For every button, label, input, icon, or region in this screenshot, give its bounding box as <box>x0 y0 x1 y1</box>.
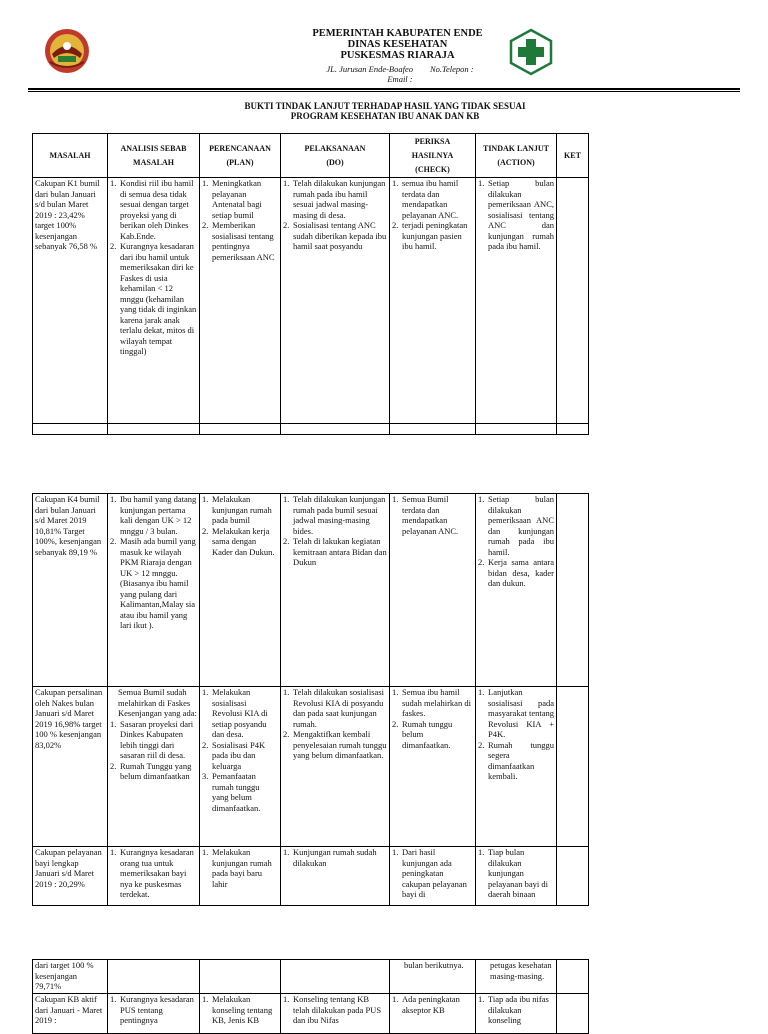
cell-action <box>476 687 557 847</box>
analisis-list <box>110 994 197 1026</box>
list-item <box>110 178 197 241</box>
list-item-number: 3. <box>202 771 209 781</box>
plan-list <box>202 994 278 1026</box>
list-item-number: 2. <box>202 739 209 750</box>
list-item-number: 1. <box>392 687 399 697</box>
list-item-text: Dari hasil kunjungan ada peningkatan cakupan pelayanan bayi di <box>402 847 467 899</box>
cell-check <box>390 960 476 994</box>
cell-masalah <box>33 178 108 424</box>
do-list <box>283 994 387 1026</box>
email-line: Email : <box>387 74 413 84</box>
list-item <box>478 740 554 782</box>
list-item <box>202 494 278 526</box>
list-item <box>478 494 554 557</box>
header-rule-thin <box>28 91 740 92</box>
list-item <box>202 220 278 262</box>
col-do-line2: (DO) <box>326 157 344 167</box>
cell-do <box>281 960 390 994</box>
list-item-number: 1. <box>478 687 485 697</box>
masalah-text: Cakupan KB aktif dari Januari - Maret 2019 : <box>35 994 103 1025</box>
list-item-text: Rumah tunggu segera dimanfaatkan kembali. <box>488 739 554 781</box>
col-plan-line2: (PLAN) <box>226 157 254 167</box>
action-continued: petugas kesehatan masing-masing. <box>490 960 552 981</box>
list-item <box>202 526 278 558</box>
list-item <box>283 847 387 868</box>
list-item-number: 2. <box>283 220 290 230</box>
list-item <box>110 994 197 1026</box>
check-list <box>392 847 473 900</box>
list-item-text: Melakukan kerja sama dengan Kader dan Dukun. <box>212 525 275 557</box>
list-item-text: Melakukan sosialisasi Revolusi KIA di setiap posyandu dan desa. <box>212 687 268 739</box>
clinic-line: PUSKESMAS RIARAJA <box>340 50 455 61</box>
list-item-text: Telah di lakukan kegiatan kemitraan antara Bidan dan Dukun <box>293 536 387 567</box>
list-item-number: 2. <box>283 729 290 739</box>
list-item <box>478 178 554 252</box>
action-list <box>478 494 554 589</box>
list-item-text: Sosialisasi tentang ANC sudah diberikan kepada ibu hamil saat posyandu <box>293 220 387 251</box>
analisis-list <box>110 719 197 782</box>
list-item-number: 1. <box>478 494 485 504</box>
empty-cell <box>108 424 200 435</box>
list-item <box>478 847 554 900</box>
col-plan <box>200 134 281 178</box>
list-item-text: Melakukan konseling tentang KB, Jenis KB <box>212 994 273 1025</box>
cell-do <box>281 847 390 906</box>
masalah-text: Cakupan pelayanan bayi lengkap Januari s/d Maret 2019 : 20,29% <box>35 847 102 889</box>
list-item-text: Pemanfaatan rumah tunggu yang belum dimanfaatkan. <box>212 771 261 813</box>
list-item <box>478 557 554 589</box>
list-item-number: 2. <box>110 536 117 546</box>
list-item-text: Kerja sama antara bidan desa, kader dan dukun. <box>488 557 554 588</box>
list-item-text: Meningkatkan pelayanan Antenatal bagi setiap bumil <box>212 178 262 220</box>
list-item-number: 1. <box>478 994 485 1004</box>
title-line-1: BUKTI TINDAK LANJUT TERHADAP HASIL YANG TIDAK SESUAI <box>244 101 526 111</box>
followup-table-page1 <box>32 133 589 435</box>
list-item-number: 1. <box>202 847 209 857</box>
cell-ket <box>557 960 589 994</box>
list-item-text: Lanjutkan sosialisasi pada masyarakat tentang Revolusi KIA + P4K. <box>488 687 554 739</box>
list-item <box>392 847 473 900</box>
list-item-text: Tiap ada ibu nifas dilakukan konseling <box>488 994 549 1025</box>
list-item-number: 2. <box>110 760 117 771</box>
cell-action <box>476 960 557 994</box>
do-list <box>283 847 387 868</box>
cell-analisis <box>108 494 200 687</box>
document-title <box>150 101 620 121</box>
list-item-number: 1. <box>478 178 485 188</box>
check-list <box>392 178 473 252</box>
plan-list <box>202 687 278 813</box>
followup-table-page3 <box>32 959 589 1034</box>
list-item-text: Telah dilakukan sosialisasi Revolusi KIA di posyandu dan pada saat kunjungan rumah. <box>293 687 384 729</box>
list-item <box>110 761 197 782</box>
list-item-number: 1. <box>283 847 290 857</box>
cell-masalah <box>33 994 108 1034</box>
list-item-text: Ibu hamil yang datang kunjungan pertama kali dengan UK > 12 mnggu / 3 bulan. <box>120 494 197 536</box>
list-item-text: Kunjungan rumah sudah dilakukan <box>293 847 377 868</box>
table-row <box>33 847 589 906</box>
list-item-number: 1. <box>283 494 290 504</box>
list-item-number: 1. <box>110 178 117 188</box>
list-item <box>283 494 387 536</box>
col-analisis-line2: MASALAH <box>133 157 174 167</box>
cell-action <box>476 994 557 1034</box>
list-item-text: Sasaran proyeksi dari Dinkes Kabupaten lebih tinggi dari sasaran riil di desa. <box>120 718 194 760</box>
address-line: JL. Jurusan Ende-Boafeo No.Telepon : <box>326 64 474 74</box>
cell-masalah <box>33 494 108 687</box>
cell-do <box>281 178 390 424</box>
cell-ket <box>557 178 589 424</box>
cell-analisis <box>108 994 200 1034</box>
list-item-text: Telah dilakukan kunjungan rumah pada ibu hamil sesuai jadwal masing-masing di desa. <box>293 178 386 220</box>
action-list <box>478 847 554 900</box>
cell-do <box>281 994 390 1034</box>
cell-action <box>476 178 557 424</box>
list-item-number: 2. <box>110 241 117 251</box>
list-item <box>392 994 473 1015</box>
cell-plan <box>200 960 281 994</box>
list-item-number: 1. <box>202 494 209 504</box>
address-block <box>300 64 500 84</box>
list-item <box>110 494 197 536</box>
cell-ket <box>557 994 589 1034</box>
list-item-number: 1. <box>202 994 209 1004</box>
cell-plan <box>200 178 281 424</box>
list-item <box>478 687 554 740</box>
government-line: PEMERINTAH KABUPATEN ENDE <box>312 28 483 39</box>
list-item <box>202 687 278 740</box>
letterhead <box>0 0 768 95</box>
col-analisis-line1: ANALISIS SEBAB <box>120 143 187 153</box>
cell-plan <box>200 494 281 687</box>
col-action <box>476 134 557 178</box>
list-item <box>392 719 473 751</box>
masalah-text: Cakupan K1 bumil dari bulan Januari s/d bulan Maret 2019 : 23,42% target 100% kesenjangan sebanyak 76,58 % <box>35 178 100 251</box>
list-item <box>202 847 278 889</box>
list-item-number: 2. <box>392 220 399 230</box>
table-row-empty <box>33 424 589 435</box>
col-check-line1: PERIKSA <box>414 136 451 146</box>
list-item <box>283 687 387 729</box>
cell-do <box>281 494 390 687</box>
empty-cell <box>33 424 108 435</box>
col-masalah: MASALAH <box>33 134 108 178</box>
list-item <box>283 178 387 220</box>
action-list <box>478 994 554 1026</box>
analisis-list <box>110 178 197 357</box>
cell-action <box>476 847 557 906</box>
list-item-number: 2. <box>202 525 209 536</box>
list-item-text: Semua ibu hamil sudah melahirkan di faskes. <box>402 687 471 718</box>
plan-list <box>202 847 278 889</box>
cell-action <box>476 494 557 687</box>
list-item-text: Ada peningkatan akseptor KB <box>402 994 460 1015</box>
list-item-number: 1. <box>392 178 399 188</box>
list-item-number: 1. <box>478 847 485 857</box>
list-item <box>110 241 197 357</box>
list-item <box>110 719 197 761</box>
puskesmas-cross-icon <box>509 28 553 76</box>
list-item-text: Kurangnya kesadaran orang tua untuk memeriksakan bayi nya ke puskesmas terdekat. <box>120 847 194 899</box>
list-item <box>110 536 197 631</box>
list-item-number: 1. <box>110 718 117 729</box>
list-item <box>202 994 278 1026</box>
list-item <box>392 220 473 252</box>
cell-masalah <box>33 687 108 847</box>
list-item-text: Rumah tunggu belum dimanfaatkan. <box>402 718 453 750</box>
list-item-text: Memberikan sosialisasi tentang pentingnya pemeriksaan ANC <box>212 220 275 262</box>
list-item-text: Telah dilakukan kunjungan rumah pada bumil sesuai jadwal masing-masing bides. <box>293 494 386 536</box>
list-item-number: 1. <box>110 994 117 1004</box>
masalah-text: Cakupan K4 bumil dari bulan Januari s/d Maret 2019 10,81% Target 100%, kesenjangan sebanyak 89,19 % <box>35 494 102 557</box>
empty-cell <box>200 424 281 435</box>
action-list <box>478 178 554 252</box>
cell-analisis <box>108 687 200 847</box>
table-row <box>33 994 589 1034</box>
do-list <box>283 494 387 568</box>
col-ket: KET <box>557 134 589 178</box>
list-item <box>202 771 278 813</box>
table-row <box>33 687 589 847</box>
col-analisis <box>108 134 200 178</box>
list-item-number: 1. <box>283 178 290 188</box>
list-item-number: 2. <box>478 557 485 567</box>
cell-ket <box>557 687 589 847</box>
list-item-number: 1. <box>392 494 399 504</box>
department-line: DINAS KESEHATAN <box>347 39 448 50</box>
list-item-number: 1. <box>283 687 290 697</box>
col-action-line1: TINDAK LANJUT <box>482 143 549 153</box>
check-list <box>392 687 473 750</box>
followup-table-page2 <box>32 493 589 906</box>
header-rule-thick <box>28 88 740 90</box>
plan-list <box>202 494 278 557</box>
cell-check <box>390 847 476 906</box>
list-item-text: Melakukan kunjungan rumah pada bumil <box>212 494 272 525</box>
list-item <box>202 178 278 220</box>
action-list <box>478 687 554 782</box>
list-item <box>392 494 473 536</box>
list-item-number: 1. <box>202 687 209 697</box>
list-item-text: Setiap bulan dilakukan pemeriksaan ANC dan kunjungan rumah pada ibu hamil. <box>488 494 554 557</box>
list-item-text: terjadi peningkatan kunjungan pasien ibu hamil. <box>402 220 468 251</box>
list-item <box>110 847 197 900</box>
empty-cell <box>557 424 589 435</box>
list-item-number: 1. <box>392 994 399 1004</box>
list-item-text: Konseling tentang KB telah dilakukan pada PUS dan ibu Nifas <box>293 994 382 1025</box>
col-do-line1: PELAKSANAAN <box>304 143 366 153</box>
check-list <box>392 494 473 536</box>
list-item <box>392 687 473 719</box>
cell-check <box>390 994 476 1034</box>
do-list <box>283 687 387 761</box>
cell-plan <box>200 994 281 1034</box>
table-row <box>33 960 589 994</box>
regency-crest-icon <box>44 28 90 74</box>
list-item <box>202 740 278 772</box>
title-line-2: PROGRAM KESEHATAN IBU ANAK DAN KB <box>290 111 480 121</box>
cell-do <box>281 687 390 847</box>
list-item-number: 2. <box>392 718 399 729</box>
cell-analisis <box>108 178 200 424</box>
table-row <box>33 494 589 687</box>
cell-analisis <box>108 847 200 906</box>
list-item-number: 1. <box>110 494 117 504</box>
list-item-text: Setiap bulan dilakukan pemeriksaan ANC, sosialisasi tentang ANC dan kunjungan rumah pada ibu hamil. <box>488 178 554 251</box>
empty-cell <box>281 424 390 435</box>
list-item-text: Mengaktifkan kembali penyelesaian rumah tunggu yang belum dimanfaatkan. <box>293 729 387 760</box>
list-item-number: 1. <box>392 847 399 857</box>
list-item-text: semua ibu hamil terdata dan mendapatkan pelayanan ANC. <box>402 178 459 220</box>
col-check <box>390 134 476 178</box>
list-item-number: 1. <box>283 994 290 1004</box>
check-continued: bulan berikutnya. <box>404 960 464 970</box>
analisis-list <box>110 494 197 631</box>
col-action-line2: (ACTION) <box>497 157 535 167</box>
list-item-text: Kurangnya kesadaran PUS tentang pentingnya <box>120 994 194 1025</box>
plan-list <box>202 178 278 262</box>
list-item <box>478 994 554 1026</box>
masalah-text: dari target 100 % kesenjangan 79,71% <box>35 960 94 991</box>
list-item <box>392 178 473 220</box>
list-item <box>283 994 387 1026</box>
analisis-intro: Semua Bumil sudah melahirkan di Faskes Kesenjangan yang ada: <box>118 687 197 718</box>
list-item-text: Melakukan kunjungan rumah pada bayi baru lahir <box>212 847 272 889</box>
list-item-number: 2. <box>478 739 485 750</box>
cell-plan <box>200 687 281 847</box>
empty-cell <box>390 424 476 435</box>
list-item-text: Semua Bumil terdata dan mendapatkan pelayanan ANC. <box>402 494 459 536</box>
cell-masalah <box>33 960 108 994</box>
cell-masalah <box>33 847 108 906</box>
table-row <box>33 178 589 424</box>
list-item-number: 2. <box>202 220 209 230</box>
cell-ket <box>557 494 589 687</box>
cell-check <box>390 687 476 847</box>
col-plan-line1: PERENCANAAN <box>209 143 271 153</box>
list-item-number: 1. <box>110 847 117 857</box>
check-list <box>392 994 473 1015</box>
list-item-text: Rumah Tunggu yang belum dimanfaatkan <box>120 760 192 781</box>
empty-cell <box>476 424 557 435</box>
list-item-text: Masih ada bumil yang masuk ke wilayah PKM Riaraja dengan UK > 12 mnggu. (Biasanya ibu hamil yang pulang dari Kalimantan,Malay sia atau ibu hamil yang lari ikut ). <box>120 536 196 630</box>
cell-analisis <box>108 960 200 994</box>
col-check-line2: HASILNYA <box>411 150 454 160</box>
list-item-number: 1. <box>202 178 209 188</box>
col-check-line3: (CHECK) <box>415 164 450 174</box>
list-item-text: Kurangnya kesadaran dari ibu hamil untuk memeriksakan diri ke Faskes di usia kehamilan < 12 mnggu (kehamilan yang tidak di inginkan karena jarak anak terlalu dekat, mitos di wilayah tempat tinggal) <box>120 241 197 356</box>
list-item-text: Tiap bulan dilakukan kunjungan pelayanan bayi di daerah binaan <box>488 847 548 899</box>
cell-ket <box>557 847 589 906</box>
masalah-text: Cakupan persalinan oleh Nakes bulan Januari s/d Maret 2019 16,98% target 100 % kesenjangan 83,02% <box>35 687 103 750</box>
do-list <box>283 178 387 252</box>
list-item <box>283 536 387 568</box>
analisis-list <box>110 847 197 900</box>
list-item-number: 2. <box>283 536 290 546</box>
cell-check <box>390 494 476 687</box>
cell-check <box>390 178 476 424</box>
institution-name <box>290 28 505 61</box>
col-do <box>281 134 390 178</box>
list-item <box>283 729 387 761</box>
cell-plan <box>200 847 281 906</box>
list-item <box>283 220 387 252</box>
table-header-row <box>33 134 589 178</box>
list-item-text: Kondisi riil ibu hamil di semua desa tidak sesuai dengan target proyeksi yang di berikan oleh Dinkes Kab.Ende. <box>120 178 194 241</box>
list-item-text: Sosialisasi P4K pada ibu dan keluarga <box>212 739 266 771</box>
